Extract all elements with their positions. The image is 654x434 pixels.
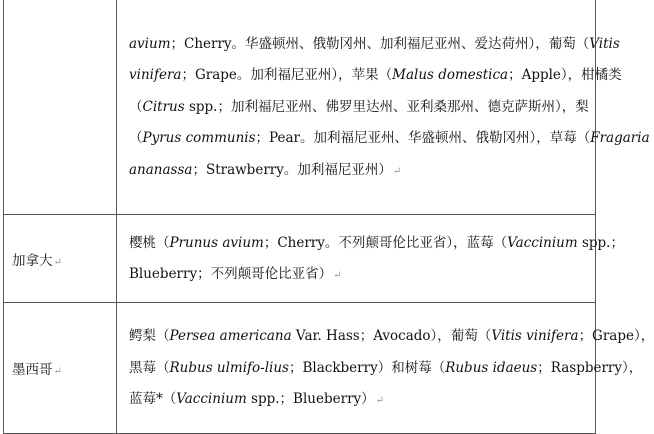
scientific-name: ananassa [129, 161, 193, 178]
country-cell [4, 215, 117, 303]
country-cell [4, 0, 117, 215]
text-segment: Var. Hass；Avocado），葡萄（ [291, 328, 492, 345]
text-line [129, 60, 622, 92]
text-line [129, 155, 585, 188]
text-segment: ；Pear。加利福尼亚州、华盛顿州、俄勒冈州），草莓（ [255, 130, 591, 147]
crops-cell [117, 215, 624, 303]
text-segment: 蓝莓*（ [129, 391, 177, 408]
country-name: 墨西哥 [12, 362, 53, 378]
scientific-name: vinifera [129, 67, 182, 84]
text-segment: ；Grape。加利福尼亚州），苹果（ [181, 67, 393, 84]
scientific-name: Vitis vinifera [491, 328, 579, 345]
scientific-name: Rubus idaeus [445, 359, 538, 376]
paragraph-mark: ↵ [53, 366, 62, 377]
table-row [4, 303, 596, 434]
scientific-name: Malus domestica [392, 67, 509, 84]
country-cell [4, 303, 117, 434]
text-line [129, 92, 589, 124]
paragraph-mark: ↵ [392, 165, 402, 177]
paragraph-mark: ↵ [375, 395, 385, 407]
scientific-name: Pyrus communis [142, 130, 256, 147]
scientific-name: Fragaria [590, 130, 650, 147]
text-segment: Blueberry；不列颠哥伦比亚省） [129, 266, 333, 282]
text-line [129, 29, 620, 61]
scientific-name: avium [129, 35, 171, 52]
text-segment: ；Strawberry。加利福尼亚州） [192, 161, 392, 178]
scientific-name: Vitis [589, 35, 620, 52]
paragraph-mark: ↵ [333, 270, 342, 281]
text-segment: （ [129, 130, 143, 147]
text-line [129, 259, 585, 292]
scientific-name: Rubus ulmifo-lius [169, 359, 289, 376]
crop-region-table [3, 0, 654, 434]
text-line [129, 353, 643, 385]
scientific-name: Citrus [142, 98, 185, 115]
text-line [129, 384, 585, 417]
scientific-name: Vaccinium [507, 234, 578, 251]
text-segment: 鳄梨（ [129, 328, 170, 345]
text-segment: ；Apple），柑橘类 [508, 67, 622, 84]
text-segment: ；Cherry。华盛顿州、俄勒冈州、加利福尼亚州、爱达荷州），葡萄（ [170, 35, 590, 52]
text-segment: spp.； [577, 234, 624, 251]
text-segment: ；Cherry。不列颠哥伦比亚省），蓝莓（ [263, 234, 508, 251]
text-line [129, 123, 650, 155]
text-segment: ；Blackberry）和树莓（ [289, 359, 446, 376]
table-row [4, 0, 596, 215]
table-row [4, 215, 596, 303]
text-segment: ；Grape）， [578, 328, 654, 345]
crops-cell [117, 0, 650, 215]
scientific-name: Persea americana [169, 328, 292, 345]
paragraph-mark: ↵ [53, 256, 62, 268]
text-segment: 黑莓（ [129, 359, 170, 376]
text-segment: （ [129, 98, 143, 115]
text-segment: spp.；Blueberry） [246, 391, 375, 408]
text-line [129, 321, 654, 353]
text-line [129, 228, 624, 260]
crops-cell [117, 303, 654, 434]
text-segment: 樱桃（ [129, 234, 170, 251]
scientific-name: Prunus avium [169, 234, 264, 251]
text-segment: ；Raspberry）， [537, 359, 643, 376]
country-name: 加拿大 [12, 252, 53, 269]
text-segment: spp.；加利福尼亚州、佛罗里达州、亚利桑那州、德克萨斯州），梨 [184, 98, 589, 115]
scientific-name: Vaccinium [176, 391, 247, 408]
